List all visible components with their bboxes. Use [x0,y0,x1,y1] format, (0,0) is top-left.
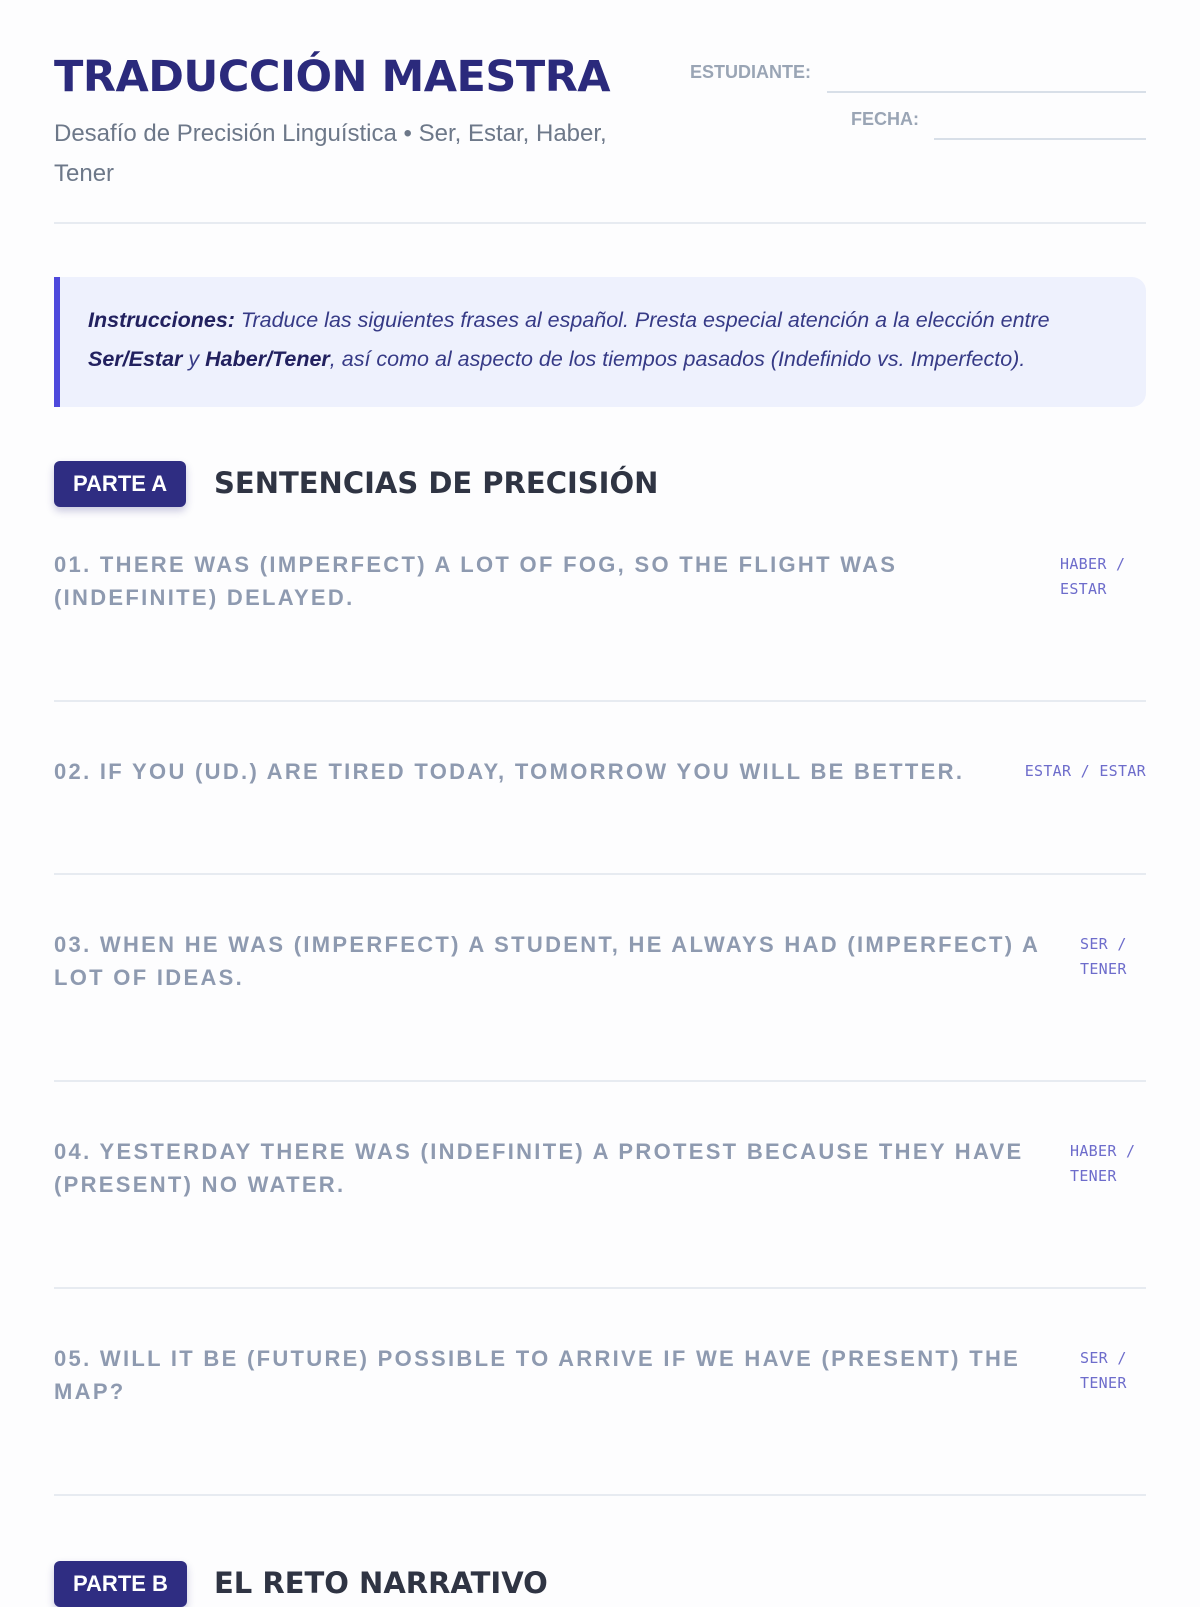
question-text: 04. YESTERDAY THERE WAS (INDEFINITE) A PROTEST BECAUSE THEY HAVE (PRESENT) NO WATER. [54,1139,1024,1197]
page-subtitle: Desafío de Precisión Linguística • Ser, Estar, Haber, Tener [54,120,607,187]
instructions-text: , así como al aspecto de los tiempos pasados (Indefinido vs. Imperfecto). [329,347,1026,371]
section-part-b-heading [54,1561,1146,1607]
instructions-text: Traduce las siguientes frases al español. Presta especial atención a la elección entre [234,308,1050,332]
part-b-badge: PARTE B [54,1561,187,1607]
instructions-term-ser-estar: Ser/Estar [88,347,183,371]
question-4 [54,1135,1146,1289]
question-text: 03. WHEN HE WAS (IMPERFECT) A STUDENT, HE ALWAYS HAD (IMPERFECT) A LOT OF IDEAS. [54,932,1040,990]
question-text: 01. THERE WAS (IMPERFECT) A LOT OF FOG, SO THE FLIGHT WAS (INDEFINITE) DELAYED. [54,552,898,610]
question-hint: SER / TENER [1080,1349,1127,1392]
page-title: TRADUCCIÓN MAESTRA [54,52,611,102]
question-text: 02. IF YOU (UD.) ARE TIRED TODAY, TOMORROW YOU WILL BE BETTER. [54,759,965,784]
student-name-field[interactable] [827,91,1146,93]
section-part-a-heading [54,461,1146,507]
question-hint: HABER / ESTAR [1060,555,1126,598]
question-hint: SER / TENER [1080,935,1127,978]
question-5 [54,1342,1146,1496]
instructions-term-haber-tener: Haber/Tener [205,347,330,371]
question-2 [54,755,1146,875]
instructions-text: y [182,347,206,371]
student-label: ESTUDIANTE: [690,62,811,82]
instructions-lead: Instrucciones: [88,308,235,332]
question-1 [54,548,1146,702]
part-a-badge: PARTE A [54,461,186,507]
question-hint: HABER / TENER [1070,1142,1136,1185]
part-a-title: SENTENCIAS DE PRECISIÓN [214,466,659,500]
question-3 [54,928,1146,1082]
date-field[interactable] [934,138,1146,140]
worksheet-page [54,0,1146,1600]
part-b-title: EL RETO NARRATIVO [214,1566,548,1600]
worksheet-header [54,0,1146,224]
instructions-box [54,277,1146,407]
question-text: 05. WILL IT BE (FUTURE) POSSIBLE TO ARRIVE IF WE HAVE (PRESENT) THE MAP? [54,1346,1021,1404]
date-label: FECHA: [851,109,919,129]
question-hint: ESTAR / ESTAR [1024,762,1146,780]
